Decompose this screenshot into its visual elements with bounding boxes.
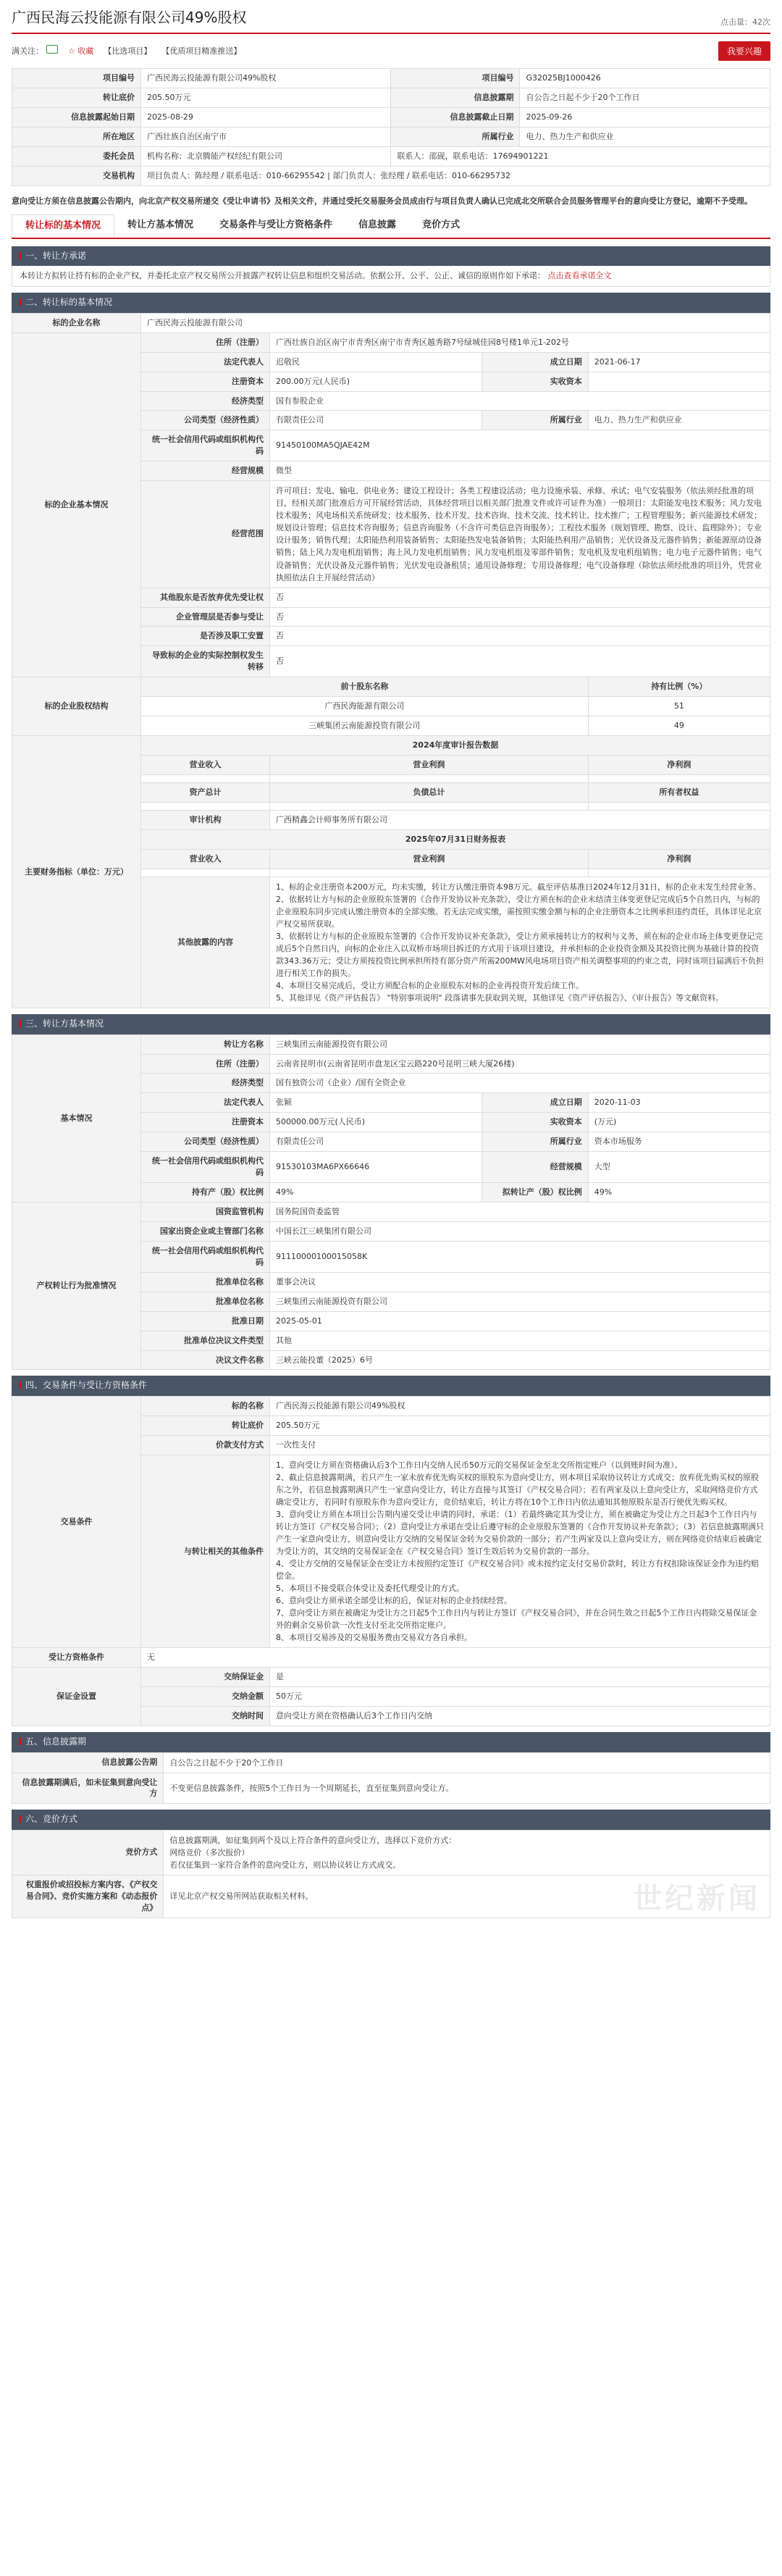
field-label: 决议文件名称	[140, 1350, 269, 1370]
table-row	[12, 1830, 770, 1875]
field-label: 统一社会信用代码或组织机构代码	[140, 1241, 269, 1272]
summary-label: 信息披露截止日期	[391, 107, 520, 127]
tab-item[interactable]: 竞价方式	[422, 219, 461, 231]
table-row	[12, 1668, 770, 1687]
field-value: 电力、热力生产和供应业	[588, 411, 770, 430]
field-label: 与转让相关的其他条件	[140, 1455, 269, 1648]
field-label: 导致标的企业的实际控制权发生转移	[140, 646, 269, 677]
field-label: 经济类型	[140, 1074, 269, 1093]
group-label: 标的企业股权结构	[12, 677, 141, 736]
field-label: 注册资本	[140, 1113, 269, 1132]
field-label: 实收资本	[482, 1113, 589, 1132]
fin-value	[140, 774, 269, 782]
tab-item[interactable]: 转让标的基本情况	[12, 214, 114, 238]
row-label: 标的企业名称	[12, 313, 141, 333]
field-value: 国务院国资委监管	[269, 1203, 770, 1222]
summary-value: 机构名称：北京腾能产权经纪有限公司	[140, 146, 391, 166]
field-label: 价款支付方式	[140, 1435, 269, 1455]
field-label: 持有产（股）权比例	[140, 1183, 269, 1203]
summary-value: 项目负责人：陈经理 / 联系电话：010-66295542 | 部门负责人：张经理 / 联系电话：010-66295732	[140, 166, 770, 185]
summary-label: 项目编号	[391, 69, 520, 88]
field-label: 统一社会信用代码或组织机构代码	[140, 430, 269, 461]
section-tabs	[12, 214, 770, 239]
field-value: 国有独资公司（企业）/国有全资企业	[269, 1074, 770, 1093]
field-value: 有限责任公司	[269, 411, 482, 430]
summary-label: 交易机构	[12, 166, 141, 185]
field-value: 董事会决议	[269, 1272, 770, 1292]
field-label: 经营规模	[482, 1152, 589, 1183]
field-label: 国资监管机构	[140, 1203, 269, 1222]
table-row	[12, 1648, 770, 1668]
group-label: 交易条件	[12, 1396, 141, 1648]
summary-value: 自公告之日起不少于20个工作日	[520, 88, 770, 107]
summary-label: 所属行业	[391, 127, 520, 146]
section-target	[12, 293, 770, 1008]
page-title: 广西民海云投能源有限公司49%股权	[12, 9, 247, 26]
table-row	[12, 1203, 770, 1222]
field-value: 大型	[588, 1152, 770, 1183]
table-row	[12, 1034, 770, 1054]
field-value: 自公告之日起不少于20个工作日	[164, 1752, 770, 1773]
field-label: 所属行业	[482, 411, 589, 430]
summary-row	[12, 166, 770, 185]
fin-value	[269, 774, 588, 782]
summary-label: 信息披露期	[391, 88, 520, 107]
notice-text: 意向受让方须在信息披露公告期内，向北京产权交易所递交《受让申请书》及相关文件，并通过受托交易服务会员成由行与项目负责人确认已完成北交所联合会员服务管理平台的意向受让方登记，逾期不予受理。	[12, 196, 752, 206]
field-label: 批准日期	[140, 1311, 269, 1331]
table-row	[12, 333, 770, 352]
field-label: 权重报价或招投标方案内容、《产权交易合同》、竞价实施方案和《动态报价点》	[12, 1875, 164, 1918]
field-label: 经济类型	[140, 391, 269, 411]
summary-value: 205.50万元	[140, 88, 391, 107]
field-value: 500000.00万元(人民币)	[269, 1113, 482, 1132]
field-label: 拟转让产（股）权比例	[482, 1183, 589, 1203]
tab-item[interactable]: 交易条件与受让方资格条件	[219, 219, 333, 231]
field-value: 无	[140, 1648, 770, 1668]
field-label: 企业管理层是否参与受让	[140, 607, 269, 627]
field-value: 意向受让方须在资格确认后3个工作日内交纳	[269, 1707, 770, 1726]
target-name: 广西民海云投能源有限公司	[140, 313, 770, 333]
summary-value: 广西民海云投能源有限公司49%股权	[140, 69, 391, 88]
field-value: 91530103MA6PX66646	[269, 1152, 482, 1183]
field-value: 云南省昆明市(云南省昆明市盘龙区宝云路220号昆明三峡大厦26楼)	[269, 1054, 770, 1074]
section-heading: 六、竞价方式	[12, 1810, 770, 1829]
field-label: 标的名称	[140, 1396, 269, 1415]
fin-value	[588, 869, 770, 877]
field-label: 住所（注册）	[140, 1054, 269, 1074]
field-label: 国家出资企业或主管部门名称	[140, 1221, 269, 1241]
field-value: 49%	[588, 1183, 770, 1203]
column-header: 资产总计	[140, 782, 269, 802]
fin-value	[269, 869, 588, 877]
field-value: 不变更信息披露条件，按照5个工作日为一个周期延长，直至征集到意向受让方。	[164, 1773, 770, 1804]
column-header: 负债总计	[269, 782, 588, 802]
field-value: 91110000100015058K	[269, 1241, 770, 1272]
field-label: 信息披露公告期	[12, 1752, 164, 1773]
section-heading: 五、信息披露期	[12, 1732, 770, 1752]
field-value: 广西壮族自治区南宁市青秀区南宁市青秀区越秀路7号绿城佳园8号楼1单元1-202号	[269, 333, 770, 352]
shareholder-name: 广西民海能源有限公司	[140, 697, 588, 716]
field-value: 2021-06-17	[588, 352, 770, 372]
field-label: 信息披露期满后，如未征集到意向受让方	[12, 1773, 164, 1804]
commitment-link[interactable]: 点击查看承诺全文	[547, 271, 612, 281]
section-heading: 四、交易条件与受让方资格条件	[12, 1376, 770, 1395]
wechat-icon[interactable]	[46, 45, 58, 54]
favorite-button[interactable]: ☆ 收藏	[68, 46, 94, 56]
column-header: 营业收入	[140, 756, 269, 775]
fin-title: 2025年07月31日财务报表	[140, 829, 770, 849]
recommend-link[interactable]: 【优质项目精准推送】	[161, 46, 242, 56]
field-label: 审计机构	[140, 810, 269, 829]
field-label: 法定代表人	[140, 352, 269, 372]
field-value: 国有参股企业	[269, 391, 770, 411]
summary-value: 电力、热力生产和供应业	[520, 127, 770, 146]
summary-label: 委托会员	[12, 146, 141, 166]
field-label: 转让方名称	[140, 1034, 269, 1054]
table-row	[12, 736, 770, 756]
shareholder-ratio: 51	[588, 697, 770, 716]
group-label: 主要财务指标（单位：万元）	[12, 736, 141, 1008]
summary-value: 2025-09-26	[520, 107, 770, 127]
field-label: 其他股东是否放弃优先受让权	[140, 587, 269, 607]
field-value: 三峡云能投董（2025）6号	[269, 1350, 770, 1370]
field-value: 信息披露期满，如征集到两个及以上符合条件的意向受让方，选择以下竞价方式： 网络竞价（多次报价） 若仅征集到一家符合条件的意向受让方，则以协议转让方式成交。	[164, 1830, 770, 1875]
shareholder-name: 三峡集团云南能源投资有限公司	[140, 716, 588, 736]
summary-row	[12, 127, 770, 146]
group-label: 受让方资格条件	[12, 1648, 141, 1668]
summary-value: 2025-08-29	[140, 107, 391, 127]
summary-label: 信息披露起始日期	[12, 107, 141, 127]
compare-link[interactable]: 【比选项目】	[104, 46, 152, 56]
field-value: 三峡集团云南能源投资有限公司	[269, 1292, 770, 1311]
field-value: 是	[269, 1668, 770, 1687]
action-bar	[12, 34, 770, 68]
shareholder-ratio: 49	[588, 716, 770, 736]
column-header: 前十股东名称	[140, 677, 588, 697]
section-commitment	[12, 246, 770, 287]
field-value: 广西民海云投能源有限公司49%股权	[269, 1396, 770, 1415]
section-heading: 一、转让方承诺	[12, 246, 770, 266]
field-label: 批准单位名称	[140, 1272, 269, 1292]
page-header	[12, 0, 770, 34]
field-label: 统一社会信用代码或组织机构代码	[140, 1152, 269, 1183]
share-label: 满关注：	[12, 45, 58, 57]
field-value: 迟敬民	[269, 352, 482, 372]
transfer-conditions: 1、意向受让方须在资格确认后3个工作日内交纳人民币50万元的交易保证金至北交所指定账户（以到账时间为准）。 2、截止信息披露期满，若只产生一家未放弃优先购买权的原股东为意向受让方，则本项目采取协议转让方式成交；放弃优先购买权的原股东之外，若信息披露期满只产生一家意向受让方，转让方直接与其签订《产权交易合同》；若有两家及以上意向受让方，采取网络竞价方式确定受让方，若同时有原股东作为意向受让方，竞价结束后，转让方将在10个工作日内依法通知其他原股东是否行使优先购买权。 3、意向受让方须在本项目公告期内递交受让申请的同时，承诺：（1）若最终确定其为受让方，须在被确定为受让方之日起3个工作日内与转让方签订《产权交易合同》；（2）意向受让方承诺在受让后遵守标的企业原股东签署的《合作开发协议补充条款》；（3）若信息披露期满只产生一家意向受让方，则意向受让方交纳的交易保证金转为交易价款的一部分；若产生两家及以上意向受让方，则在网络竞价结束后被确定为受让方的，其交纳的交易保证金在《产权交易合同》签订生效后转为交易价款的一部分。 4、受让方交纳的交易保证金在受让方未按照约定签订《产权交易合同》或未按约定支付交易价款时，转让方有权扣除该保证金作为违约赔偿金。 5、本项目不接受联合体受让及委托代理受让的方式。 6、意向受让方须承诺全部受让标的后，保证对标的企业持续经营。 7、意向受让方须在被确定为受让方之日起5个工作日内与转让方签订《产权交易合同》，并在合同生效之日起5个工作日内将除交易保证金外的剩余交易价款一次性支付至北交所指定账户。 8、本项目交易涉及的交易服务费由交易双方各自承担。	[269, 1455, 770, 1648]
field-label: 公司类型（经济性质）	[140, 411, 269, 430]
section-heading: 三、转让方基本情况	[12, 1014, 770, 1034]
group-label: 产权转让行为批准情况	[12, 1203, 141, 1370]
group-label: 标的企业基本情况	[12, 333, 141, 677]
field-value: 有限责任公司	[269, 1132, 482, 1152]
tab-item[interactable]: 信息披露	[358, 219, 397, 231]
field-value: 三峡集团云南能源投资有限公司	[269, 1034, 770, 1054]
field-value: 微型	[269, 461, 770, 481]
field-value: 其他	[269, 1331, 770, 1350]
field-label: 转让底价	[140, 1415, 269, 1435]
field-value: 50万元	[269, 1687, 770, 1707]
field-label: 所属行业	[482, 1132, 589, 1152]
hit-count: 点击量：42次	[720, 17, 770, 28]
summary-row	[12, 146, 770, 166]
field-label: 是否涉及职工安置	[140, 627, 269, 646]
fin-value	[269, 802, 588, 810]
field-value: 91450100MA5QJAE42M	[269, 430, 770, 461]
field-label: 注册资本	[140, 372, 269, 391]
summary-row	[12, 69, 770, 88]
column-header: 净利润	[588, 849, 770, 869]
column-header: 净利润	[588, 756, 770, 775]
fin-value	[140, 802, 269, 810]
watermark-logo: 世纪新闻	[633, 1881, 760, 1915]
field-label: 经营范围	[140, 481, 269, 587]
column-header: 营业利润	[269, 756, 588, 775]
field-label: 成立日期	[482, 1093, 589, 1113]
summary-value: 广西壮族自治区南宁市	[140, 127, 391, 146]
field-label: 交纳金额	[140, 1687, 269, 1707]
field-value: 一次性支付	[269, 1435, 770, 1455]
group-label: 其他披露的内容	[140, 877, 269, 1008]
field-label: 实收资本	[482, 372, 589, 391]
field-value: 否	[269, 646, 770, 677]
summary-value: G32025BJ1000426	[520, 69, 770, 88]
field-label: 法定代表人	[140, 1093, 269, 1113]
field-label: 交纳保证金	[140, 1668, 269, 1687]
table-row	[12, 1773, 770, 1804]
field-value: 2025-05-01	[269, 1311, 770, 1331]
column-header: 营业收入	[140, 849, 269, 869]
fin-value	[588, 774, 770, 782]
summary-label: 项目编号	[12, 69, 141, 88]
field-label: 住所（注册）	[140, 333, 269, 352]
tab-item[interactable]: 转让方基本情况	[127, 219, 194, 231]
summary-row	[12, 88, 770, 107]
field-label: 批准单位名称	[140, 1292, 269, 1311]
field-value: 否	[269, 587, 770, 607]
field-value: 中国长江三峡集团有限公司	[269, 1221, 770, 1241]
field-value: 资本市场服务	[588, 1132, 770, 1152]
section-disclosure	[12, 1732, 770, 1804]
field-value: 200.00万元(人民币)	[269, 372, 482, 391]
summary-label: 转让底价	[12, 88, 141, 107]
field-value: 详见北京产权交易所网站获取相关材料。	[164, 1875, 770, 1918]
field-value: 205.50万元	[269, 1415, 770, 1435]
field-value: 2020-11-03	[588, 1093, 770, 1113]
field-label: 经营规模	[140, 461, 269, 481]
group-label: 保证金设置	[12, 1668, 141, 1726]
field-value	[588, 372, 770, 391]
audit-firm: 广西精鑫会计师事务所有限公司	[269, 810, 770, 829]
section-seller	[12, 1014, 770, 1370]
field-value: 49%	[269, 1183, 482, 1203]
fin-value	[588, 802, 770, 810]
table-row	[12, 677, 770, 697]
business-scope: 许可项目：发电、输电、供电业务；建设工程设计；各类工程建设活动；电力设施承装、承修、承试；电气安装服务（依法须经批准的项目，经相关部门批准后方可开展经营活动，具体经营项目以相关部门批准文件或许可证件为准）一般项目：太阳能发电技术服务；风力发电技术服务；风电场相关系统研发；技术服务、技术开发、技术咨询、技术交流、技术转让、技术推广；工程管理服务；新兴能源技术研发；规划设计管理；信息技术咨询服务；信息咨询服务（不含许可类信息咨询服务）；工程技术服务（规划管理、勘察、设计、监理除外）；专业设计服务；销售代理；太阳能热利用装备销售；太阳能热发电装备销售；太阳能热利用产品销售；光伏设备及元器件销售；新能源原动设备销售；陆上风力发电机组销售；海上风力发电机组销售；风力发电机组及零部件销售；发电机及发电机组销售；电力电子元器件销售；电气设备销售；光伏设备及元器件销售；光伏发电设备租赁；通用设备修理；专用设备修理；电气设备修理（除依法须经批准的项目外，凭营业执照依法自主开展经营活动）	[269, 481, 770, 587]
commitment-text: 本转让方拟转让持有标的企业产权，并委托北京产权交易所公开披露产权转让信息和组织交易活动。依据公开、公平、公正、诚信的原则作如下承诺：	[20, 271, 545, 281]
field-label: 成立日期	[482, 352, 589, 372]
field-value: 张颖	[269, 1093, 482, 1113]
field-value: (万元)	[588, 1113, 770, 1132]
summary-label: 所在地区	[12, 127, 141, 146]
field-label: 交纳时间	[140, 1707, 269, 1726]
section-conditions	[12, 1376, 770, 1726]
table-row	[12, 1752, 770, 1773]
other-disclosure: 1、标的企业注册资本200万元，均未实缴，转让方认缴注册资本98万元。截至评估基准日2024年12月31日，标的企业未发生经营业务。 2、依据转让方与标的企业原股东签署的《合作开发协议补充条款》，受让方须在标的企业未结清主体变更登记完成后5个自然日内，与标的企业原股东同步完成认缴注册资本的全部实缴。若无法完成实缴，需按照实缴金额与标的企业注册资本之比例承担违约责任，具体详见北京产权交易所获取。 3、依据转让方与标的企业原股东签署的《合作开发协议补充条款》，受让方须承接转让方的权利与义务，须在标的企业市场主体变更登记完成后5个自然日内，向标的企业注入以双桥市场项目拆迁的方式用于该项目建设，并承担标的企业投资金额及其投资比例为基础计算的投资款343.36万元；受让方须按投资比例承担所持有部分资产所需200MW风电场项目资产相关调整事项的约束之责，同时该项目届满后不负担进行相关工作的损失。 4、本项目交易完成后，受让方须配合标的企业原股东对标的企业再投资开发后续工作。 5、其他详见《资产评估报告》 "特别事项说明" 段落请事先获取到关规，其他详见《资产评估报告》、《审计报告》等文献资料。	[269, 877, 770, 1008]
fin-title: 2024年度审计报告数据	[140, 736, 770, 756]
field-value: 否	[269, 627, 770, 646]
field-label: 竞价方式	[12, 1830, 164, 1875]
table-row	[12, 1396, 770, 1415]
field-value: 否	[269, 607, 770, 627]
summary-row	[12, 107, 770, 127]
summary-value: 联系人：邵砚，联系电话：17694901221	[391, 146, 770, 166]
field-label: 公司类型（经济性质）	[140, 1132, 269, 1152]
fin-value	[140, 869, 269, 877]
column-header: 所有者权益	[588, 782, 770, 802]
section-heading: 二、转让标的基本情况	[12, 293, 770, 312]
column-header: 持有比例（%）	[588, 677, 770, 697]
apply-button[interactable]: 我要兴趣	[718, 41, 770, 61]
field-label: 批准单位决议文件类型	[140, 1331, 269, 1350]
group-label: 基本情况	[12, 1034, 141, 1202]
column-header: 营业利润	[269, 849, 588, 869]
summary-table	[12, 68, 770, 186]
table-row	[12, 313, 770, 333]
